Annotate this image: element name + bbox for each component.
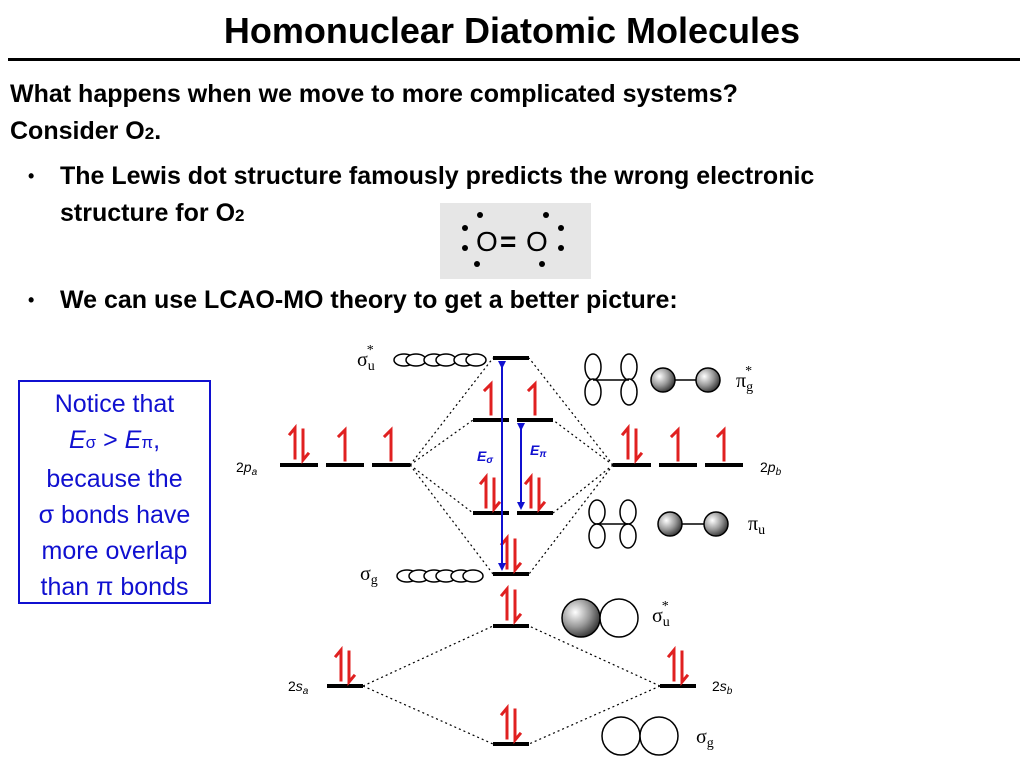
bullet-lcao-text: We can use LCAO-MO theory to get a better picture: — [60, 286, 678, 314]
electron-up-2pb-2 — [672, 430, 678, 460]
electron-up-2pb-3 — [718, 430, 724, 460]
label-2pa: $2p_a$ — [236, 459, 258, 478]
energy-gap-arrows — [502, 365, 521, 567]
electron-pair-2pa-1 — [290, 428, 308, 460]
mo-label-2s-sigma-u-star: $\sigma_u*$ — [652, 599, 670, 630]
bullet-dot: • — [28, 166, 35, 186]
sigma-g-orbital-icon — [397, 570, 483, 582]
energy-levels — [280, 358, 743, 744]
mo-label-sigma-u-star: $\sigma_u*$ — [357, 343, 375, 374]
bullet-lewis-line-1: The Lewis dot structure famously predicts the wrong electronic — [60, 162, 815, 190]
intro-line-2-suffix: . — [154, 117, 162, 145]
bullet-dot: • — [28, 290, 35, 310]
electron-pair-2sb — [669, 650, 687, 682]
electron-up-2pa-3 — [385, 430, 391, 460]
intro-line-1: What happens when we move to more complicated systems? — [10, 80, 738, 108]
notice-line-6: than π bonds — [40, 573, 189, 601]
pi-u-orbital-icon — [589, 500, 728, 548]
lewis-atom-left: O — [476, 226, 498, 257]
bullet-lewis-line-2-prefix: structure for O — [60, 199, 236, 227]
correlation-lines — [363, 358, 660, 744]
label-2pb: $2p_b$ — [760, 459, 782, 478]
e-sigma-label: Eσ — [477, 448, 493, 466]
notice-line-1: Notice that — [54, 390, 175, 418]
intro-subscript: 2 — [144, 124, 155, 143]
mo-label-2s-sigma-g: $\sigma_g$ — [696, 726, 714, 751]
label-2sb: $2s_b$ — [712, 678, 733, 697]
notice-line-5: more overlap — [41, 537, 188, 565]
sigma-u-star-orbital-icon — [394, 354, 486, 366]
notice-e-pi: E — [124, 426, 142, 454]
intro-line-2-prefix: Consider O — [10, 117, 145, 145]
electron-pair-2pb-1 — [623, 428, 641, 460]
2s-sigma-g-orbital-icon — [602, 717, 678, 755]
electron-pair-2s-sigma-g — [502, 708, 520, 740]
2s-sigma-u-star-orbital-icon — [562, 599, 638, 637]
notice-e-sigma: E — [68, 426, 86, 454]
bullet-lewis-subscript: 2 — [235, 206, 245, 225]
electron-pair-2sa — [336, 650, 354, 682]
notice-pi-sub: π — [141, 433, 154, 452]
notice-comma: , — [153, 426, 161, 454]
electron-up-pi-g-star-2 — [529, 384, 535, 414]
slide-title: Homonuclear Diatomic Molecules — [223, 10, 801, 51]
e-pi-label: Eπ — [530, 442, 547, 460]
mo-label-pi-u: $\pi_u$ — [748, 513, 766, 538]
pi-g-star-orbital-icon — [585, 354, 720, 405]
lewis-atom-right: O — [526, 226, 548, 257]
electron-pair-pi-u-2 — [526, 477, 544, 509]
notice-line-4: σ bonds have — [38, 501, 191, 529]
electron-up-pi-g-star-1 — [485, 384, 491, 414]
electron-pair-2s-sigma-u-star — [502, 589, 520, 621]
mo-label-sigma-g: $\sigma_g$ — [360, 563, 378, 588]
electron-pair-pi-u-1 — [481, 477, 499, 509]
notice-operator: > — [96, 426, 125, 454]
electron-pair-sigma-g — [502, 538, 520, 570]
notice-line-3: because the — [46, 465, 183, 493]
label-2sa: $2s_a$ — [288, 678, 309, 697]
lewis-double-bond: = — [500, 226, 517, 257]
mo-label-pi-g-star: $\pi_g*$ — [736, 364, 754, 395]
notice-sigma-sub: σ — [85, 433, 97, 452]
electron-up-2pa-2 — [339, 430, 345, 460]
